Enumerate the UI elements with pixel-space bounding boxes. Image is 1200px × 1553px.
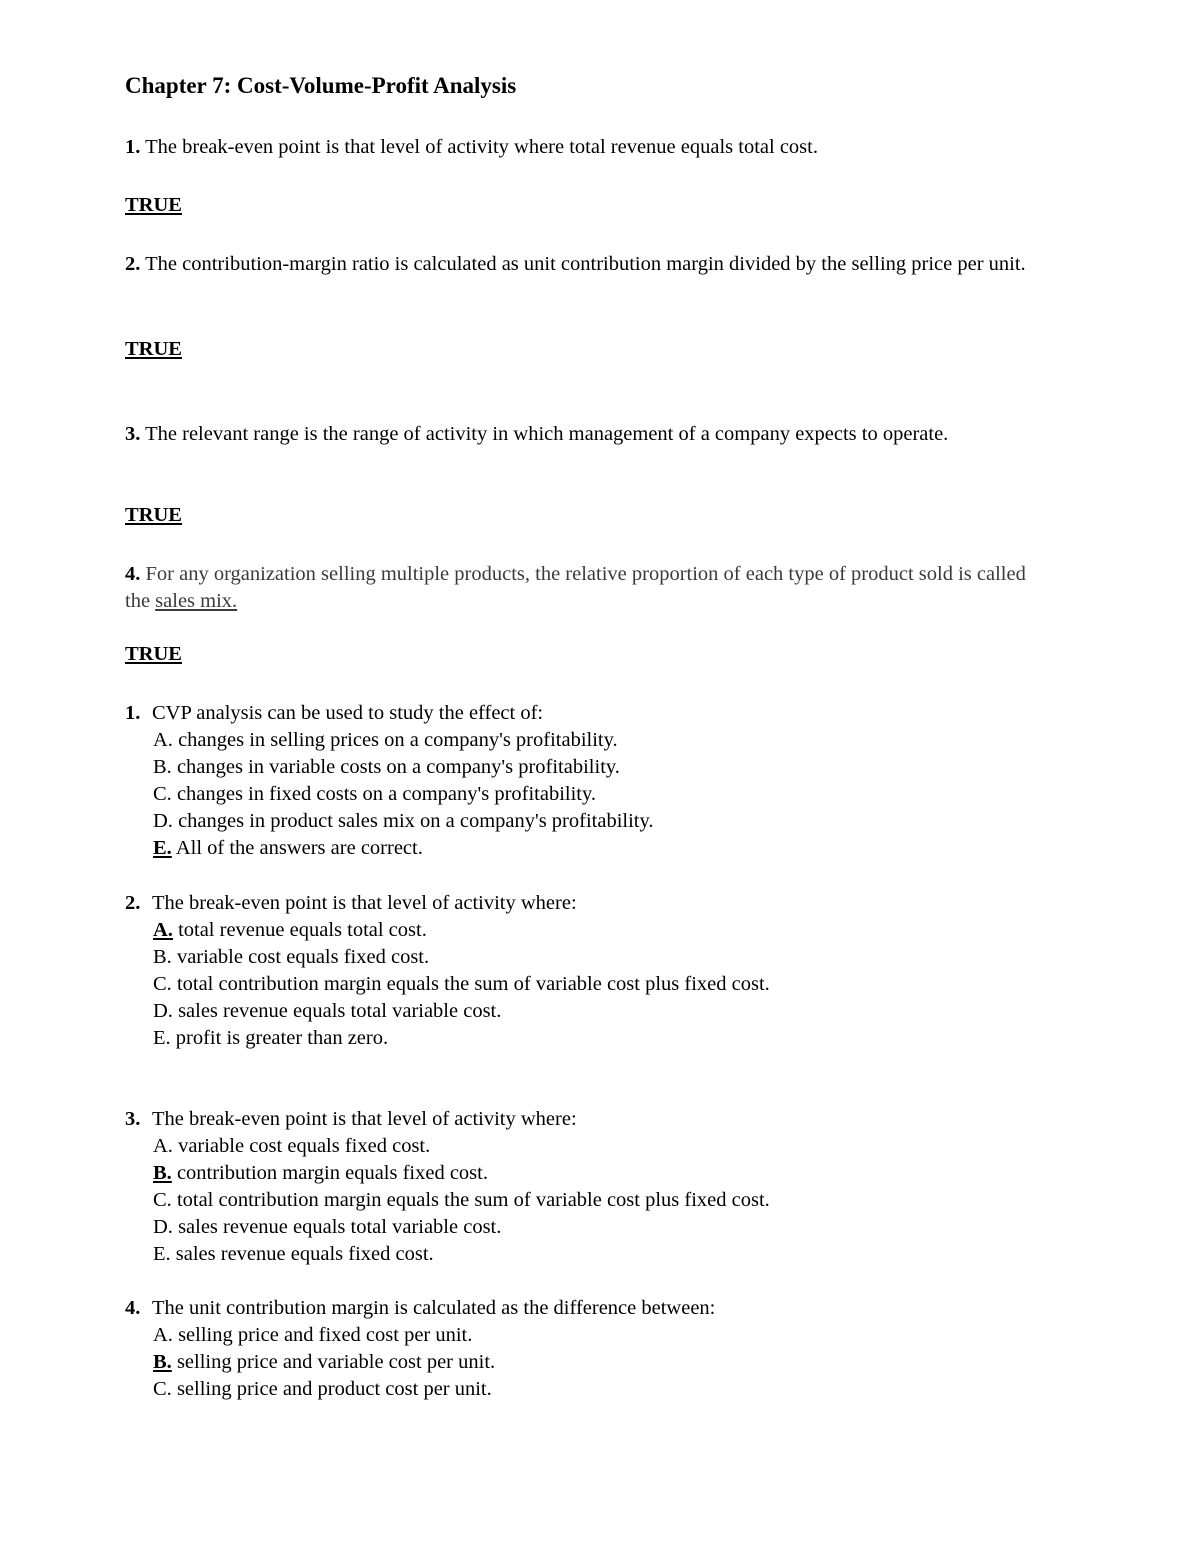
question-number: 4. <box>125 563 141 585</box>
option-text: changes in variable costs on a company's profitability. <box>176 756 620 778</box>
option-text: total contribution margin equals the sum of variable cost plus fixed cost. <box>176 973 770 995</box>
option-text: variable cost equals fixed cost. <box>176 946 430 968</box>
underlined-term: sales mix. <box>155 590 238 612</box>
tf-answer-1: TRUE <box>125 194 182 216</box>
option-text: selling price and variable cost per unit. <box>176 1351 496 1373</box>
correct-option-letter: E. <box>153 837 172 859</box>
option-text: changes in selling prices on a company's profitability. <box>178 729 618 751</box>
option-text: selling price and product cost per unit. <box>176 1378 492 1400</box>
question-text: For any organization selling multiple products, the relative proportion of each type of product sold is called the <box>125 563 1026 612</box>
option-text: sales revenue equals total variable cost. <box>178 1000 502 1022</box>
option-letter: B. <box>153 946 172 968</box>
mc-question-2 <box>125 890 1045 1052</box>
tf-question-1 <box>125 134 1045 161</box>
option-d <box>125 998 1045 1025</box>
option-c <box>125 781 1045 808</box>
option-letter: D. <box>153 1000 173 1022</box>
correct-option-letter: B. <box>153 1351 172 1373</box>
option-letter: A. <box>153 1324 173 1346</box>
option-text: contribution margin equals fixed cost. <box>176 1162 488 1184</box>
question-number: 4. <box>125 1297 141 1319</box>
option-letter: C. <box>153 1378 172 1400</box>
question-text: The relevant range is the range of activity in which management of a company expects to operate. <box>145 423 949 445</box>
option-a <box>125 1133 1045 1160</box>
option-letter: B. <box>153 756 172 778</box>
option-text: changes in product sales mix on a company's profitability. <box>178 810 654 832</box>
option-text: profit is greater than zero. <box>175 1027 389 1049</box>
option-text: total contribution margin equals the sum of variable cost plus fixed cost. <box>176 1189 770 1211</box>
tf-answer-3: TRUE <box>125 504 182 526</box>
option-c <box>125 1376 1045 1403</box>
correct-option-letter: A. <box>153 919 173 941</box>
option-a-correct <box>125 917 1045 944</box>
option-letter: A. <box>153 729 173 751</box>
page-title: Chapter 7: Cost-Volume-Profit Analysis <box>125 73 517 98</box>
question-text: The break-even point is that level of activity where: <box>152 892 577 914</box>
option-a <box>125 727 1045 754</box>
option-e-correct <box>125 835 1045 862</box>
option-letter: C. <box>153 783 172 805</box>
option-c <box>125 1187 1045 1214</box>
question-text: CVP analysis can be used to study the effect of: <box>152 702 544 724</box>
option-letter: E. <box>153 1243 171 1265</box>
mc-question-1 <box>125 700 1045 862</box>
option-letter: D. <box>153 810 173 832</box>
question-number: 1. <box>125 702 141 724</box>
question-number: 2. <box>125 892 141 914</box>
option-b <box>125 754 1045 781</box>
option-b-correct <box>125 1160 1045 1187</box>
option-e <box>125 1025 1045 1052</box>
question-text: The break-even point is that level of activity where: <box>152 1108 577 1130</box>
option-b-correct <box>125 1349 1045 1376</box>
question-text: The unit contribution margin is calculated as the difference between: <box>152 1297 716 1319</box>
option-text: selling price and fixed cost per unit. <box>178 1324 473 1346</box>
option-text: total revenue equals total cost. <box>178 919 427 941</box>
question-number: 3. <box>125 1108 141 1130</box>
correct-option-letter: B. <box>153 1162 172 1184</box>
option-text: sales revenue equals fixed cost. <box>175 1243 434 1265</box>
mc-question-3 <box>125 1106 1045 1268</box>
option-letter: C. <box>153 973 172 995</box>
question-text: The contribution-margin ratio is calculated as unit contribution margin divided by the selling price per unit. <box>145 253 1026 275</box>
tf-answer-2: TRUE <box>125 338 182 360</box>
option-text: changes in fixed costs on a company's profitability. <box>176 783 597 805</box>
option-c <box>125 971 1045 998</box>
option-b <box>125 944 1045 971</box>
option-d <box>125 1214 1045 1241</box>
tf-question-4 <box>125 561 1045 615</box>
option-e <box>125 1241 1045 1268</box>
question-number: 3. <box>125 423 141 445</box>
option-a <box>125 1322 1045 1349</box>
option-letter: C. <box>153 1189 172 1211</box>
option-letter: E. <box>153 1027 171 1049</box>
option-d <box>125 808 1045 835</box>
tf-question-2 <box>125 251 1045 278</box>
tf-question-3 <box>125 421 1045 448</box>
mc-question-4 <box>125 1295 1045 1403</box>
question-number: 1. <box>125 136 141 158</box>
question-text: The break-even point is that level of activity where total revenue equals total cost. <box>145 136 818 158</box>
option-text: variable cost equals fixed cost. <box>178 1135 431 1157</box>
tf-answer-4: TRUE <box>125 643 182 665</box>
option-text: sales revenue equals total variable cost. <box>178 1216 502 1238</box>
question-number: 2. <box>125 253 141 275</box>
option-letter: D. <box>153 1216 173 1238</box>
option-letter: A. <box>153 1135 173 1157</box>
option-text: All of the answers are correct. <box>175 837 423 859</box>
